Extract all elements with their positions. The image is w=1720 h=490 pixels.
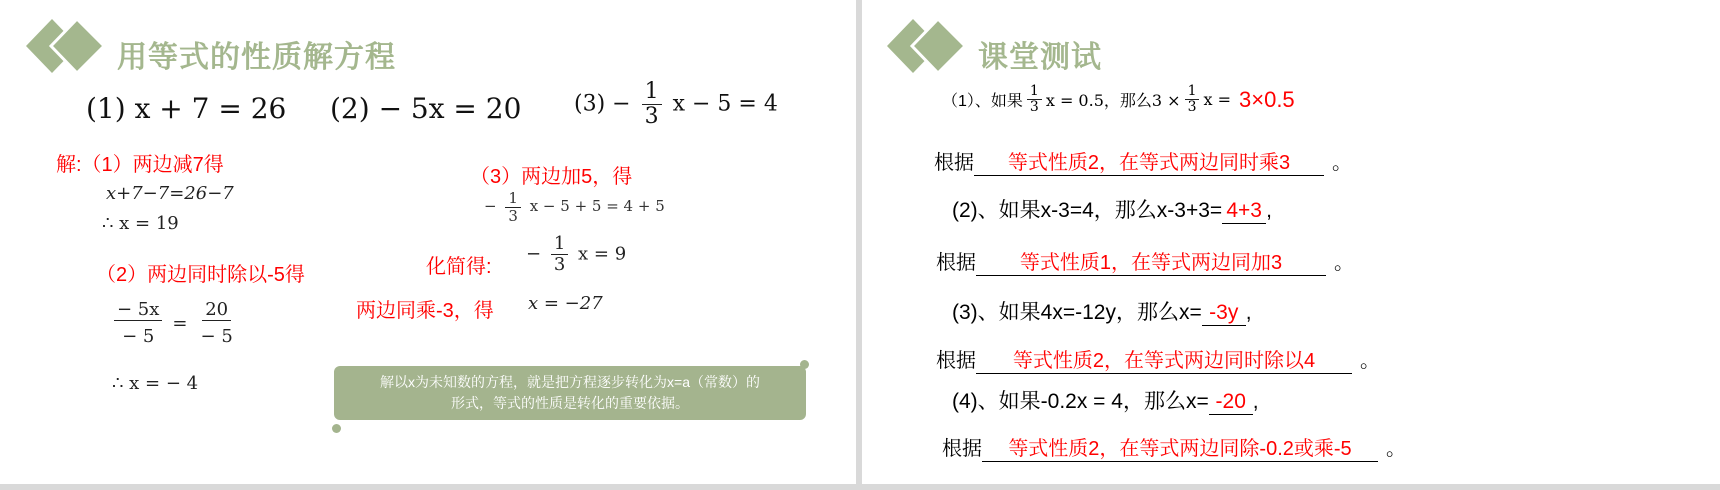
page-title: 用等式的性质解方程 bbox=[117, 41, 396, 74]
reason-3-answer: 等式性质2，在等式两边同时除以4 bbox=[976, 344, 1352, 374]
equation-2: (2) − 5x = 20 bbox=[330, 92, 522, 125]
answer-3: -3y bbox=[1202, 301, 1246, 326]
note-line-1: 解以x为未知数的方程，就是把方程逐步转化为x=a（常数）的 bbox=[380, 374, 760, 390]
step2-result: ∴ x = − 4 bbox=[112, 373, 199, 394]
multiply-result: x = −27 bbox=[528, 293, 603, 314]
reason-2-answer: 等式性质1，在等式两边同加3 bbox=[976, 246, 1326, 276]
note-box bbox=[334, 366, 806, 420]
step3-line: − $\frac{1}{3}$ x − 5 + 5 = 4 + 5 bbox=[484, 189, 665, 225]
slide-left bbox=[0, 0, 856, 484]
question-1: （1）、如果 $\frac{1}{3}$ x = 0.5，那么3 × $\frac{1}{3}$ x = 3×0.5 bbox=[942, 83, 1295, 116]
slide-right bbox=[862, 0, 1720, 484]
simplify-label: 化简得: bbox=[426, 256, 492, 278]
solution-heading: 解:（1）两边减7得 bbox=[56, 154, 224, 176]
reason-4-answer: 等式性质2，在等式两边同除-0.2或乘-5 bbox=[982, 432, 1378, 462]
answer-1: 3×0.5 bbox=[1239, 86, 1295, 112]
diamond-logo-icon bbox=[22, 13, 112, 79]
question-2: (2)、如果x-3=4，那么x-3+3= 4+3 , bbox=[952, 199, 1273, 222]
step1-line1: x+7−7=26−7 bbox=[106, 183, 234, 204]
reason-1: 根据 等式性质2，在等式两边同时乘3 。 bbox=[934, 146, 1352, 176]
equation-3: (3) − $\frac{1}{3}$ x − 5 = 4 bbox=[574, 79, 778, 130]
reason-2: 根据 等式性质1，在等式两边同加3 。 bbox=[936, 246, 1354, 276]
step3-heading: （3）两边加5，得 bbox=[470, 166, 633, 188]
step2-heading: （2）两边同时除以-5得 bbox=[96, 264, 305, 286]
answer-2: 4+3 bbox=[1222, 199, 1266, 224]
note-scroll-dot bbox=[332, 424, 341, 433]
step1-line2: ∴ x = 19 bbox=[102, 213, 179, 234]
answer-4: -20 bbox=[1209, 390, 1253, 415]
multiply-label: 两边同乘-3，得 bbox=[356, 300, 494, 322]
question-3: (3)、如果4x=-12y，那么x= -3y , bbox=[952, 301, 1252, 324]
note-line-2: 形式，等式的性质是转化的重要依据。 bbox=[451, 395, 689, 411]
equation-1: (1) x + 7 = 26 bbox=[86, 92, 287, 125]
diamond-logo-icon bbox=[883, 13, 973, 79]
reason-1-answer: 等式性质2，在等式两边同时乘3 bbox=[974, 146, 1324, 176]
step2-equation: $\frac{- 5x}{- 5}$ = $\frac{20}{- 5}$ bbox=[110, 300, 240, 347]
question-4: (4)、如果-0.2x = 4，那么x= -20 , bbox=[952, 390, 1259, 413]
reason-4: 根据 等式性质2，在等式两边同除-0.2或乘-5 。 bbox=[942, 432, 1406, 462]
page-title: 课堂测试 bbox=[978, 41, 1102, 74]
reason-3: 根据 等式性质2，在等式两边同时除以4 。 bbox=[936, 344, 1380, 374]
simplify-equation: − $\frac{1}{3}$ x = 9 bbox=[526, 233, 627, 275]
